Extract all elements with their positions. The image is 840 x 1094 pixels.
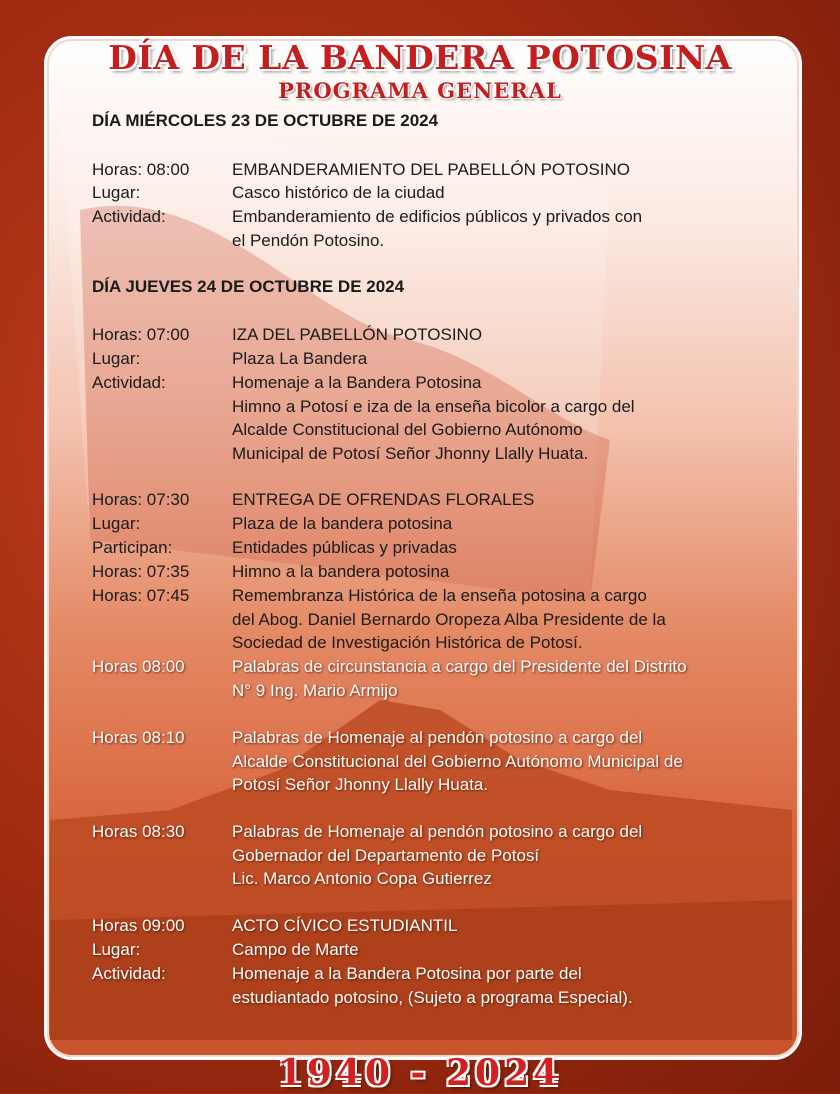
- entry-text: el Pendón Potosino.: [232, 230, 385, 250]
- entry-label: Lugar:: [92, 349, 141, 368]
- entry-text: Palabras de Homenaje al pendón potosino a cargo del: [232, 822, 643, 841]
- entry-label: Horas 08:30: [92, 822, 185, 841]
- entry-text: Palabras de Homenaje al pendón potosino a cargo del: [232, 728, 643, 747]
- day-heading-2: DÍA JUEVES 24 DE OCTUBRE DE 2024: [92, 277, 405, 296]
- entry-text: Campo de Marte: [232, 940, 359, 959]
- anniversary-years: 1940 - 2024: [277, 1052, 563, 1094]
- entry-text: Himno a Potosí e iza de la enseña bicolor a cargo del: [232, 396, 635, 416]
- entry-label: Horas 08:10: [92, 728, 185, 747]
- entry-text: ACTO CÍVICO ESTUDIANTIL: [232, 916, 458, 935]
- day-heading-1: DÍA MIÉRCOLES 23 DE OCTUBRE DE 2024: [92, 111, 439, 130]
- entry-label: Horas: 07:35: [92, 562, 190, 581]
- entry-label: Actividad:: [92, 964, 166, 983]
- entry-text: Alcalde Constitucional del Gobierno Autónomo: [232, 420, 583, 439]
- entry-text: N° 9 Ing. Mario Armijo: [232, 680, 398, 700]
- entry-text: Alcalde Constitucional del Gobierno Autónomo Municipal de: [232, 751, 683, 771]
- entry-text: IZA DEL PABELLÓN POTOSINO: [232, 325, 483, 344]
- entry-label: Lugar:: [92, 514, 141, 533]
- entry-text: Himno a la bandera potosina: [232, 562, 450, 581]
- page-title: DÍA DE LA BANDERA POTOSINA: [108, 38, 732, 77]
- entry-label: Horas: 07:30: [92, 490, 190, 509]
- entry-text: Plaza de la bandera potosina: [232, 514, 453, 533]
- entry-label: Horas: 07:00: [92, 325, 190, 344]
- entry-label: Horas: 08:00: [92, 160, 190, 179]
- entry-label: Lugar:: [92, 940, 141, 959]
- entry-label: Horas 08:00: [92, 657, 185, 676]
- entry-text: Remembranza Histórica de la enseña potosina a cargo: [232, 586, 647, 605]
- entry-text: Homenaje a la Bandera Potosina: [232, 373, 482, 392]
- page-subtitle: PROGRAMA GENERAL: [278, 78, 562, 103]
- entry-label: Actividad:: [92, 207, 166, 226]
- entry-text: Entidades públicas y privadas: [232, 538, 457, 557]
- entry-text: Potosí Señor Jhonny Llally Huata.: [232, 775, 489, 794]
- entry-text: Palabras de circunstancia a cargo del Presidente del Distrito: [232, 657, 687, 676]
- entry-label: Horas 09:00: [92, 916, 185, 935]
- entry-text: Gobernador del Departamento de Potosí: [232, 845, 540, 865]
- entry-text: del Abog. Daniel Bernardo Oropeza Alba Presidente de la: [232, 609, 666, 629]
- entry-text: ENTREGA DE OFRENDAS FLORALES: [232, 490, 535, 509]
- entry-text: estudiantado potosino, (Sujeto a programa Especial).: [232, 987, 633, 1007]
- entry-text: EMBANDERAMIENTO DEL PABELLÓN POTOSINO: [232, 160, 631, 179]
- entry-label: Participan:: [92, 538, 173, 557]
- entry-label: Horas: 07:45: [92, 586, 190, 605]
- entry-text: Embanderamiento de edificios públicos y privados con: [232, 207, 643, 226]
- entry-text: Casco histórico de la ciudad: [232, 183, 445, 202]
- entry-text: Lic. Marco Antonio Copa Gutierrez: [232, 869, 492, 888]
- entry-text: Sociedad de Investigación Histórica de Potosí.: [232, 633, 583, 652]
- entry-text: Homenaje a la Bandera Potosina por parte del: [232, 964, 582, 983]
- entry-label: Actividad:: [92, 373, 166, 392]
- entry-label: Lugar:: [92, 183, 141, 202]
- entry-text: Municipal de Potosí Señor Jhonny Llally Huata.: [232, 443, 589, 463]
- entry-text: Plaza La Bandera: [232, 349, 368, 368]
